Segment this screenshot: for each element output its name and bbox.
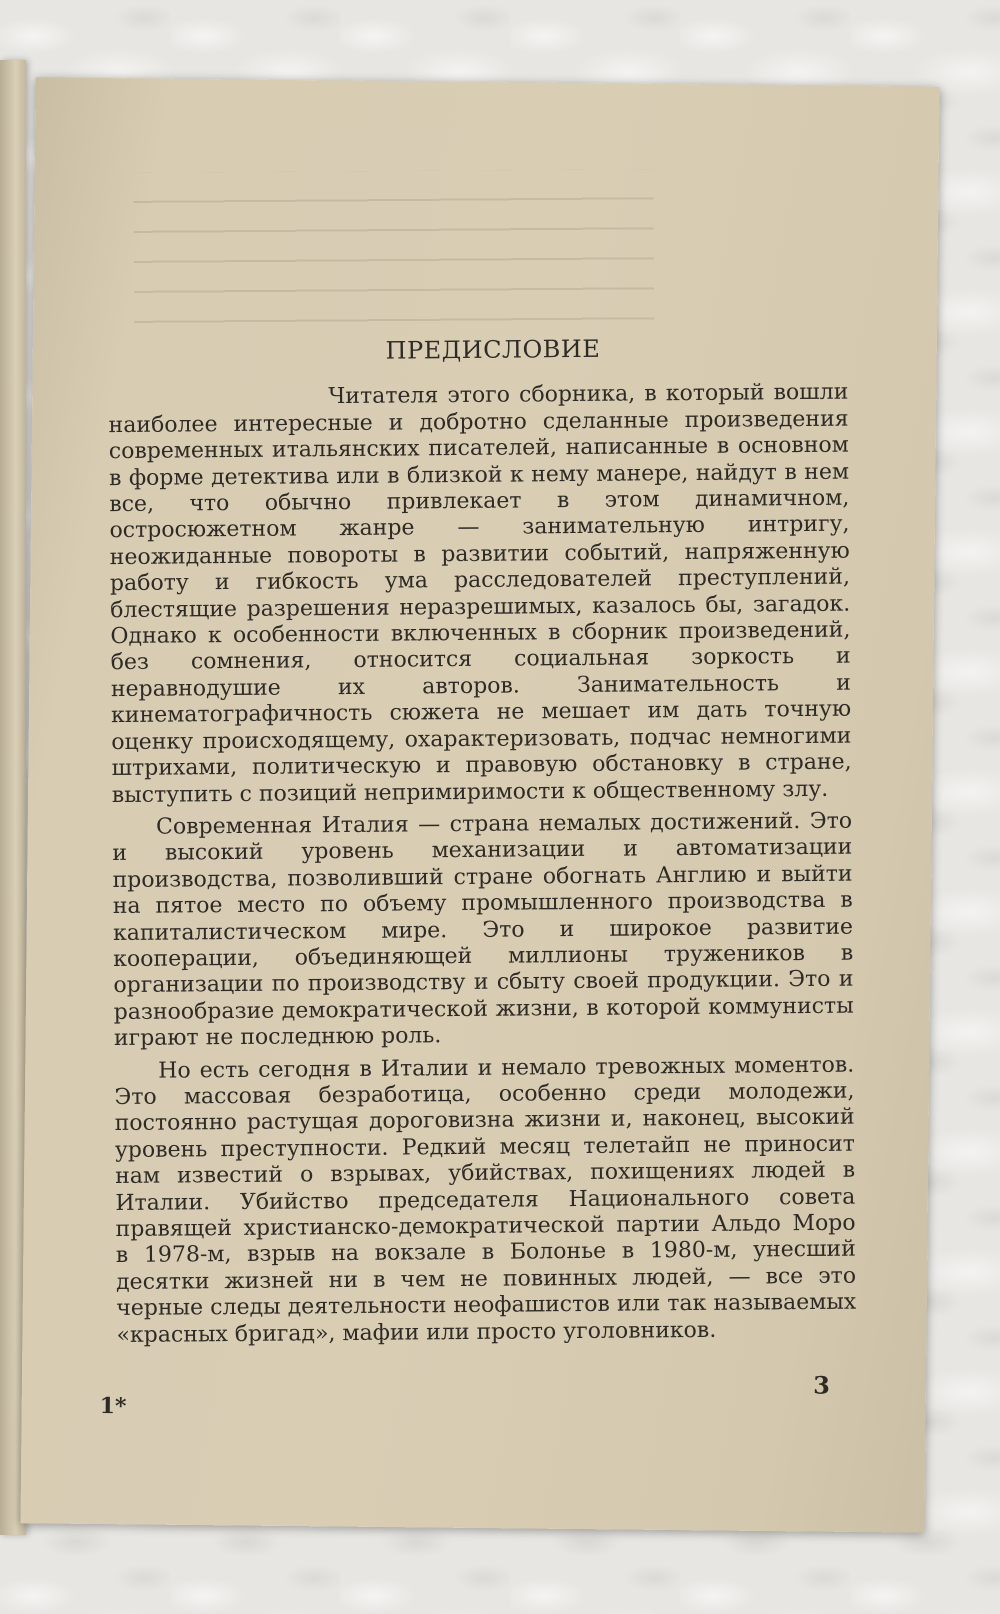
show-through-text — [133, 169, 654, 333]
paragraph-3: Но есть сегодня в Италии и немало тревожных моментов. Это массовая безработица, особенно среди молодежи, постоянно растущая дороговизна жизни и, наконец, высокий уровень преступности. Редкий месяц телетайп не приносит нам известий о взрывах, убийствах, похищениях людей в Италии. Убийство председателя Национального совета правящей христианско-демократической партии Альдо Моро в 1978-м, взрыв на вокзале в Болонье в 1980-м, унесший десятки жизней ни в чем не повинных людей, — все это черные следы деятельности неофашистов или так называемых «красных бригад», мафии или просто уголовников. — [114, 1052, 857, 1348]
page-title: ПРЕДИСЛОВИЕ — [385, 334, 601, 365]
paragraph-2: Современная Италия — страна немалых достижений. Это и высокий уровень механизации и автоматизации производства, позволивший стране обогнать Англию и выйти на пятое место по объему промышленного производства в капиталистическом мире. Это и широкое развитие кооперации, объединяющей миллионы тружеников в организации по производству и сбыту своей продукции. Это и разнообразие демократической жизни, в которой коммунисты играют не последнюю роль. — [112, 808, 854, 1052]
book-page — [20, 77, 939, 1532]
page-text-block — [108, 334, 857, 1355]
page-number: 3 — [813, 1370, 831, 1400]
signature-mark: 1* — [99, 1393, 127, 1420]
paragraph-1: Читателя этого сборника, в который вошли наиболее интересные и добротно сделанные произведения современных итальянских писателей, написанные в основном в форме детектива или в близкой к нему манере, найдут в нем все, что обычно привлекает в этом динамичном, остросюжетном жанре — занимательную интригу, неожиданные повороты в развитии событий, напряженную работу и гибкость ума расследователей преступлений, блестящие разрешения неразрешимых, казалось бы, загадок. Однако к особенности включенных в сборник произведений, без сомнения, относится социальная зоркость и неравнодушие их авторов. Занимательность и кинематографичность сюжета не мешает им дать точную оценку происходящему, охарактеризовать, подчас немногими штрихами, политическую и правовую обстановку в стране, выступить с позиций непримиримости к общественному злу. — [108, 380, 852, 808]
